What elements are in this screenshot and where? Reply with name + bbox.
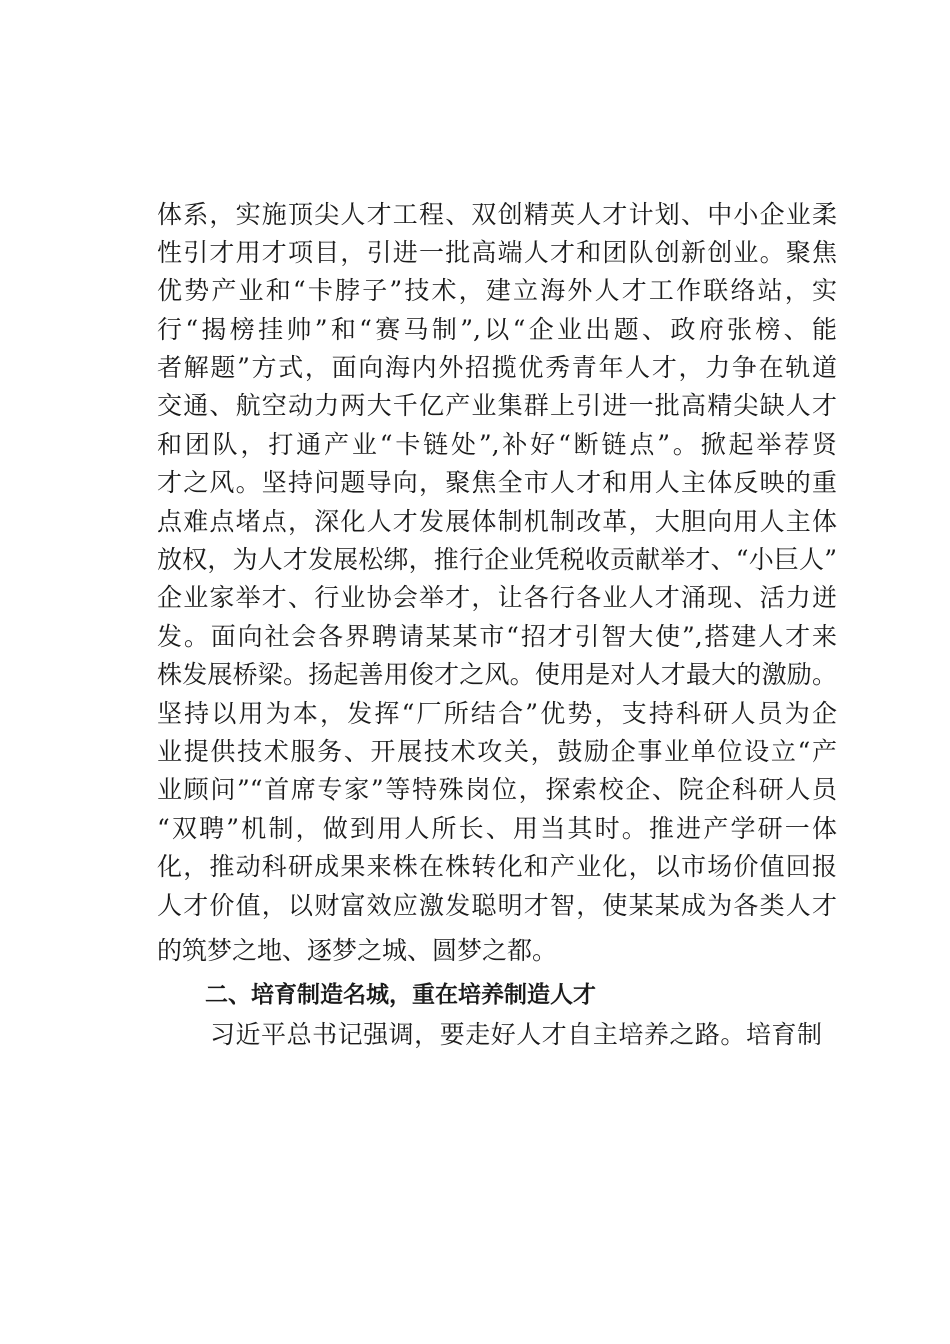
paragraph-line: 者解题”方式，面向海内外招揽优秀青年人才，力争在轨道 <box>157 353 837 382</box>
paragraph-line: 和团队，打通产业“卡链处”,补好“断链点”。掀起举荐贤 <box>157 430 837 459</box>
paragraph-line: 坚持以用为本，发挥“厂所结合”优势，支持科研人员为企 <box>157 699 837 728</box>
paragraph-line: 发。面向社会各界聘请某某市“招才引智大使”,搭建人才来 <box>157 622 837 651</box>
paragraph-line: 放权，为人才发展松绑，推行企业凭税收贡献举才、“小巨人” <box>157 545 837 574</box>
paragraph-line: 习近平总书记强调，要走好人才自主培养之路。培育制 <box>210 1020 822 1049</box>
section-heading: 二、培育制造名城，重在培养制造人才 <box>205 982 596 1008</box>
paragraph-line: 体系，实施顶尖人才工程、双创精英人才计划、中小企业柔 <box>157 200 837 229</box>
paragraph-line: 的筑梦之地、逐梦之城、圆梦之都。 <box>157 936 558 965</box>
paragraph-line: 企业家举才、行业协会举才，让各行各业人才涌现、活力迸 <box>157 583 837 612</box>
paragraph-line: 行“揭榜挂帅”和“赛马制”,以“企业出题、政府张榜、能 <box>157 315 837 344</box>
paragraph-line: 优势产业和“卡脖子”技术，建立海外人才工作联络站，实 <box>157 276 837 305</box>
paragraph-line: 才之风。坚持问题导向，聚焦全市人才和用人主体反映的重 <box>157 468 837 497</box>
paragraph-line: 人才价值，以财富效应激发聪明才智，使某某成为各类人才 <box>157 891 837 920</box>
paragraph-line: 点难点堵点，深化人才发展体制机制改革，大胆向用人主体 <box>157 507 837 536</box>
paragraph-line: 业顾问”“首席专家”等特殊岗位，探索校企、院企科研人员 <box>157 775 837 804</box>
paragraph-line: 业提供技术服务、开展技术攻关，鼓励企事业单位设立“产 <box>157 737 837 766</box>
paragraph-line: 株发展桥梁。扬起善用俊才之风。使用是对人才最大的激励。 <box>157 660 837 689</box>
paragraph-line: 化，推动科研成果来株在株转化和产业化，以市场价值回报 <box>157 852 837 881</box>
paragraph-line: 交通、航空动力两大千亿产业集群上引进一批高精尖缺人才 <box>157 391 837 420</box>
paragraph-line: 性引才用才项目，引进一批高端人才和团队创新创业。聚焦 <box>157 238 837 267</box>
paragraph-line: “双聘”机制，做到用人所长、用当其时。推进产学研一体 <box>157 814 837 843</box>
